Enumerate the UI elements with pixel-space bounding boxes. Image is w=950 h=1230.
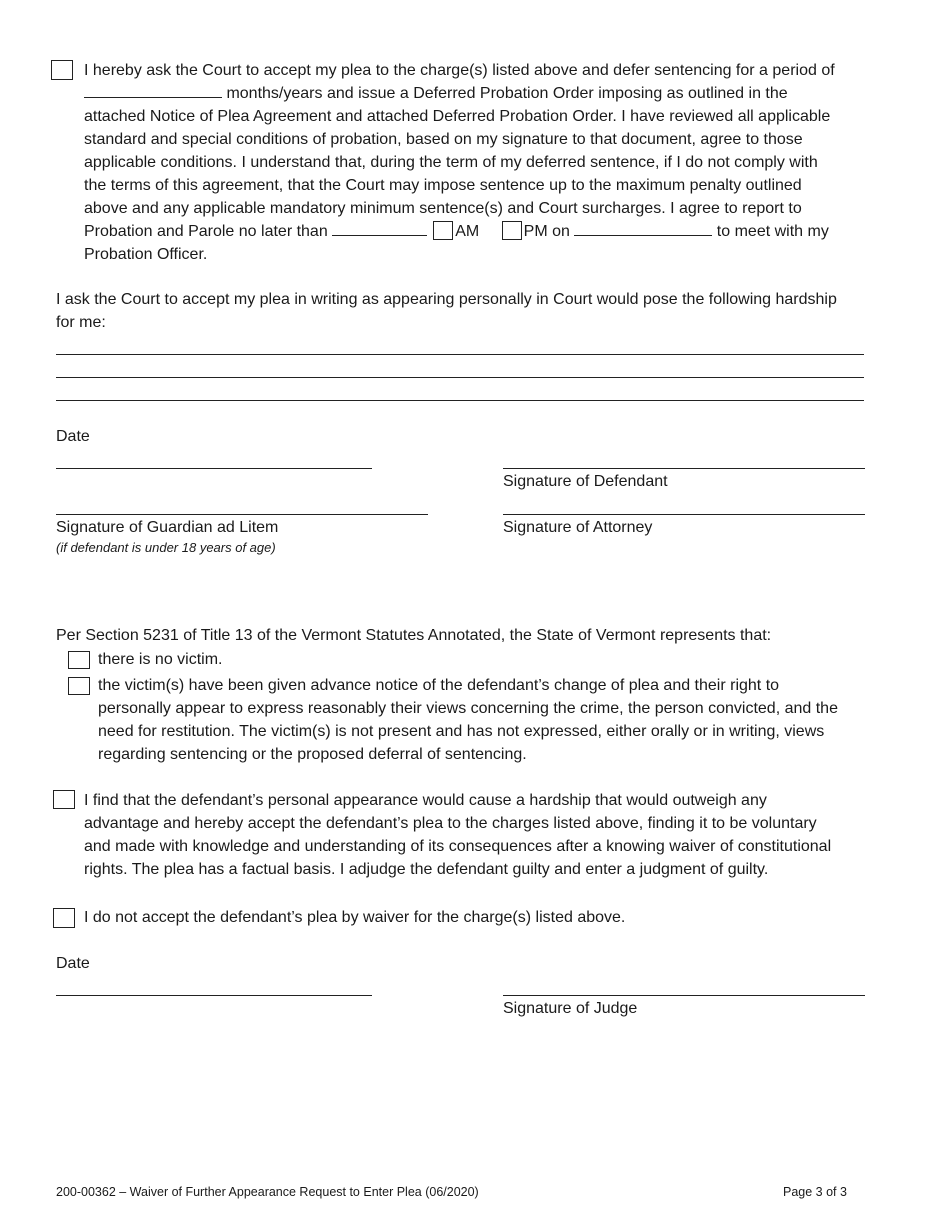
defendant-signature-label: Signature of Defendant (503, 473, 668, 490)
hardship-line-2: for me: (56, 314, 106, 331)
finding-paragraph (84, 789, 924, 881)
judge-signature-label: Signature of Judge (503, 1000, 638, 1017)
guardian-signature-line[interactable] (56, 514, 428, 515)
victim-notice-checkbox[interactable] (68, 677, 90, 695)
reject-plea-checkbox[interactable] (53, 908, 75, 928)
am-label: AM (455, 223, 480, 240)
defer-paragraph (84, 59, 914, 266)
date-label-2: Date (56, 955, 90, 972)
defer-line-8 (84, 220, 914, 243)
date-line-1[interactable] (56, 468, 372, 469)
finding-line-1: I find that the defendant’s personal appearance would cause a hardship that would outweigh any (84, 792, 767, 809)
defer-line-5: applicable conditions. I understand that, during the term of my deferred sentence, if I do not comply with (84, 154, 818, 171)
defer-line-2 (84, 82, 914, 105)
date-line-2[interactable] (56, 995, 372, 996)
victim-notice-line-4: regarding sentencing or the proposed deferral of sentencing. (98, 746, 527, 763)
victim-notice-line-2: personally appear to express reasonably their views concerning the crime, the person convicted, and the (98, 700, 838, 717)
defer-line-6: the terms of this agreement, that the Court may impose sentence up to the maximum penalty outlined (84, 177, 802, 194)
hardship-paragraph (56, 288, 926, 334)
no-victim-checkbox[interactable] (68, 651, 90, 669)
defer-line-1: I hereby ask the Court to accept my plea to the charge(s) listed above and defer sentencing for a period of (84, 62, 835, 79)
hardship-line-field-1[interactable] (56, 354, 864, 355)
pm-checkbox[interactable] (502, 221, 522, 240)
judge-signature-line[interactable] (503, 995, 865, 996)
report-date-blank[interactable] (574, 220, 712, 236)
attorney-signature-line[interactable] (503, 514, 865, 515)
pm-on-label: PM on (523, 223, 570, 240)
defer-line-4: standard and special conditions of probation, based on my signature to that document, agree to those (84, 131, 803, 148)
defer-line-9: Probation Officer. (84, 246, 208, 263)
finding-line-4: rights. The plea has a factual basis. I adjudge the defendant guilty and enter a judgment of guilty. (84, 861, 769, 878)
defer-line-3: attached Notice of Plea Agreement and attached Deferred Probation Order. I have reviewed all applicable (84, 108, 831, 125)
defendant-signature-line[interactable] (503, 468, 865, 469)
finding-checkbox[interactable] (53, 790, 75, 809)
meet-text: to meet with my (716, 223, 829, 240)
hardship-line-1: I ask the Court to accept my plea in writing as appearing personally in Court would pose the following hardship (56, 291, 837, 308)
attorney-signature-label: Signature of Attorney (503, 519, 653, 536)
guardian-note: (if defendant is under 18 years of age) (56, 540, 276, 555)
victim-notice-paragraph (98, 674, 928, 766)
reject-plea-label: I do not accept the defendant’s plea by waiver for the charge(s) listed above. (84, 909, 626, 926)
months-years-text: months/years and issue a Deferred Probation Order imposing as outlined in the (226, 85, 788, 102)
footer-form-id: 200-00362 – Waiver of Further Appearance Request to Enter Plea (06/2020) (56, 1185, 479, 1199)
guardian-signature-label: Signature of Guardian ad Litem (56, 519, 279, 536)
am-checkbox[interactable] (433, 221, 453, 240)
no-victim-label: there is no victim. (98, 651, 223, 668)
finding-line-3: and made with knowledge and understanding of its consequences after a knowing waiver of constitutional (84, 838, 832, 855)
report-time-blank[interactable] (332, 220, 427, 236)
defer-sentencing-checkbox[interactable] (51, 60, 73, 80)
date-label-1: Date (56, 428, 90, 445)
defer-line-7: above and any applicable mandatory minimum sentence(s) and Court surcharges. I agree to report to (84, 200, 802, 217)
footer-page-number: Page 3 of 3 (783, 1185, 847, 1199)
finding-line-2: advantage and hereby accept the defendant’s plea to the charges listed above, finding it to be voluntary (84, 815, 817, 832)
victim-notice-line-3: need for restitution. The victim(s) is not present and has not expressed, either orally or in writing, views (98, 723, 825, 740)
victim-notice-line-1: the victim(s) have been given advance notice of the defendant’s change of plea and their right to (98, 677, 780, 694)
hardship-line-field-2[interactable] (56, 377, 864, 378)
period-blank[interactable] (84, 82, 222, 98)
victim-intro: Per Section 5231 of Title 13 of the Vermont Statutes Annotated, the State of Vermont represents that: (56, 627, 772, 644)
hardship-line-field-3[interactable] (56, 400, 864, 401)
report-prefix: Probation and Parole no later than (84, 223, 328, 240)
